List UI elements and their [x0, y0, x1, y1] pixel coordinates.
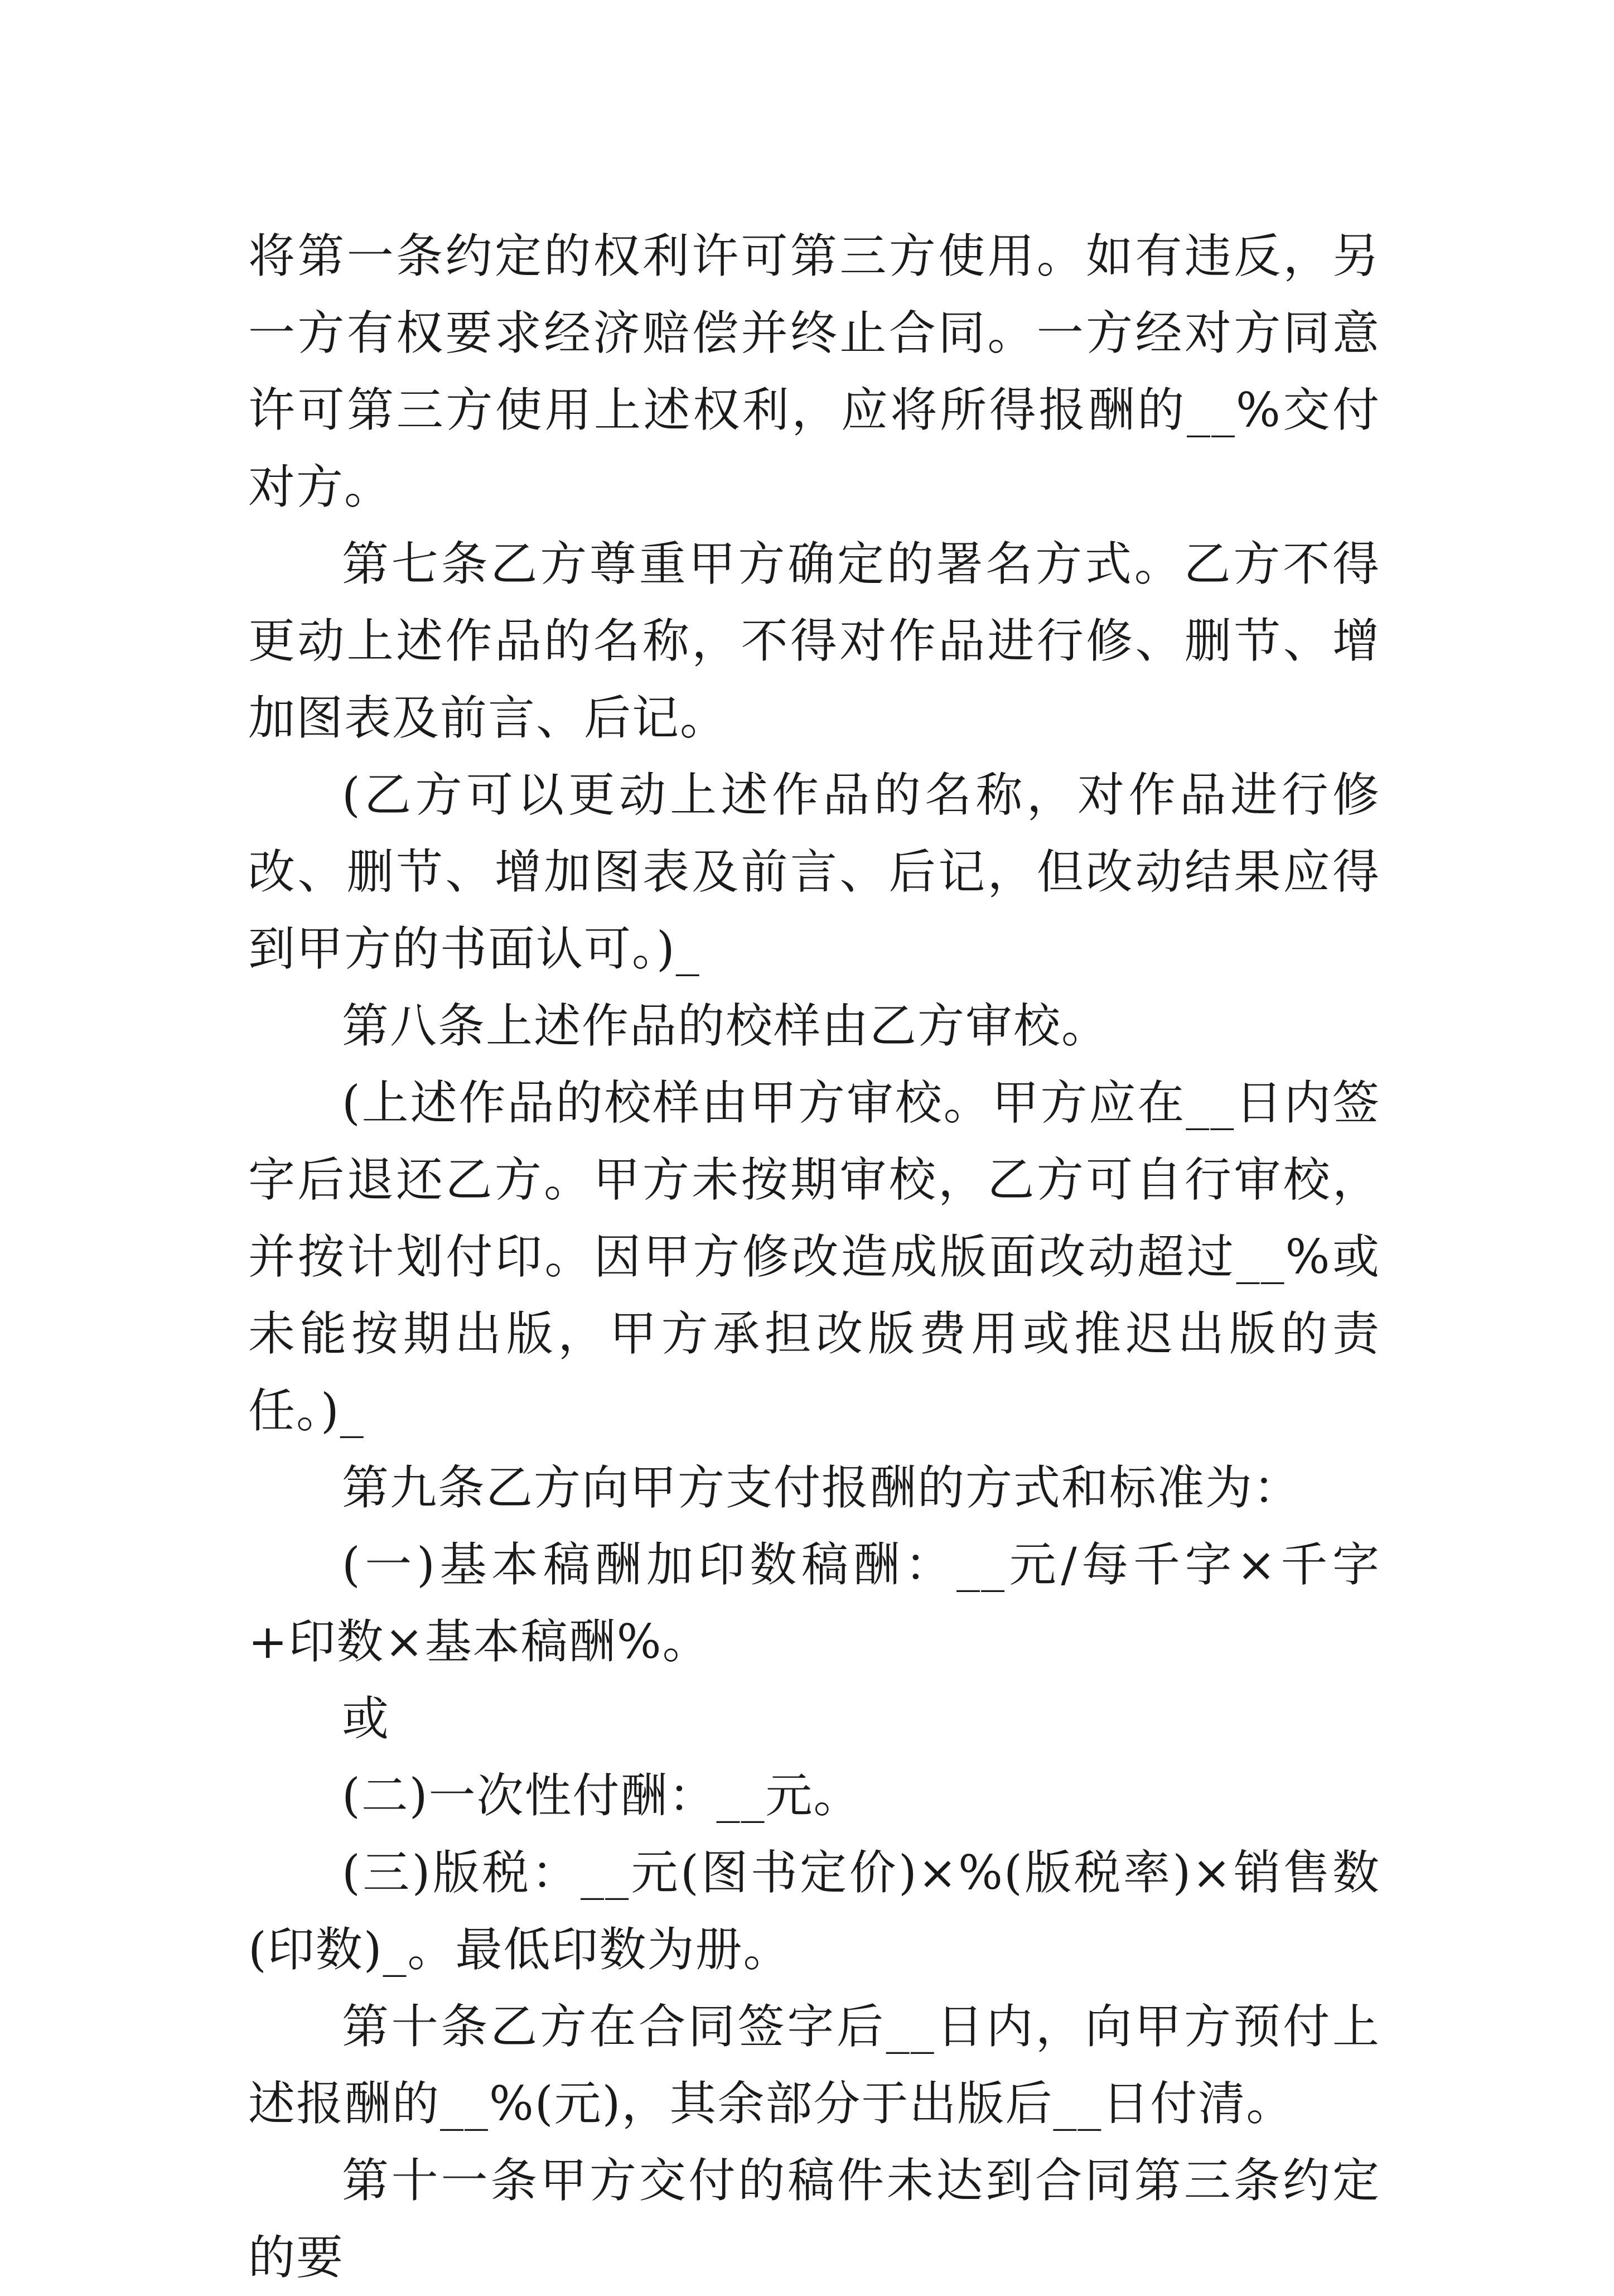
paragraph-or: 或	[342, 1691, 390, 1746]
paragraph-article-11: 第十一条甲方交付的稿件未达到合同第三条约定的要	[248, 2153, 1380, 2285]
paragraph-article-10: 第十条乙方在合同签字后__日内，向甲方预付上述报酬的__%(元)，其余部分于出版后__日付清。	[248, 1999, 1380, 2131]
paragraph-article-8-alt: (上述作品的校样由甲方审校。甲方应在__日内签字后退还乙方。甲方未按期审校，乙方可自行审校，并按计划付印。因甲方修改造成版面改动超过__%或未能按期出版，甲方承担改版费用或推迟出版的责任。)_	[248, 1075, 1380, 1438]
paragraph-article-9-option-2: (二)一次性付酬：__元。	[342, 1768, 862, 1823]
paragraph-article-7-alt: (乙方可以更动上述作品的名称，对作品进行修改、删节、增加图表及前言、后记，但改动结果应得到甲方的书面认可。)_	[248, 768, 1380, 976]
paragraph-article-9: 第九条乙方向甲方支付报酬的方式和标准为：	[342, 1460, 1302, 1515]
paragraph-permission-clause: 将第一条约定的权利许可第三方使用。如有违反，另一方有权要求经济赔偿并终止合同。一方经对方同意许可第三方使用上述权利，应将所得报酬的__%交付对方。	[248, 229, 1380, 514]
paragraph-article-7: 第七条乙方尊重甲方确定的署名方式。乙方不得更动上述作品的名称，不得对作品进行修、删节、增加图表及前言、后记。	[248, 537, 1380, 745]
paragraph-article-8: 第八条上述作品的校样由乙方审校。	[342, 999, 1110, 1053]
paragraph-article-9-option-1: (一)基本稿酬加印数稿酬：__元/每千字×千字+印数×基本稿酬%。	[248, 1537, 1380, 1669]
paragraph-article-9-option-3: (三)版税：__元(图书定价)×%(版税率)×销售数(印数)_。最低印数为册。	[248, 1845, 1380, 1977]
document-body	[248, 218, 1380, 2296]
